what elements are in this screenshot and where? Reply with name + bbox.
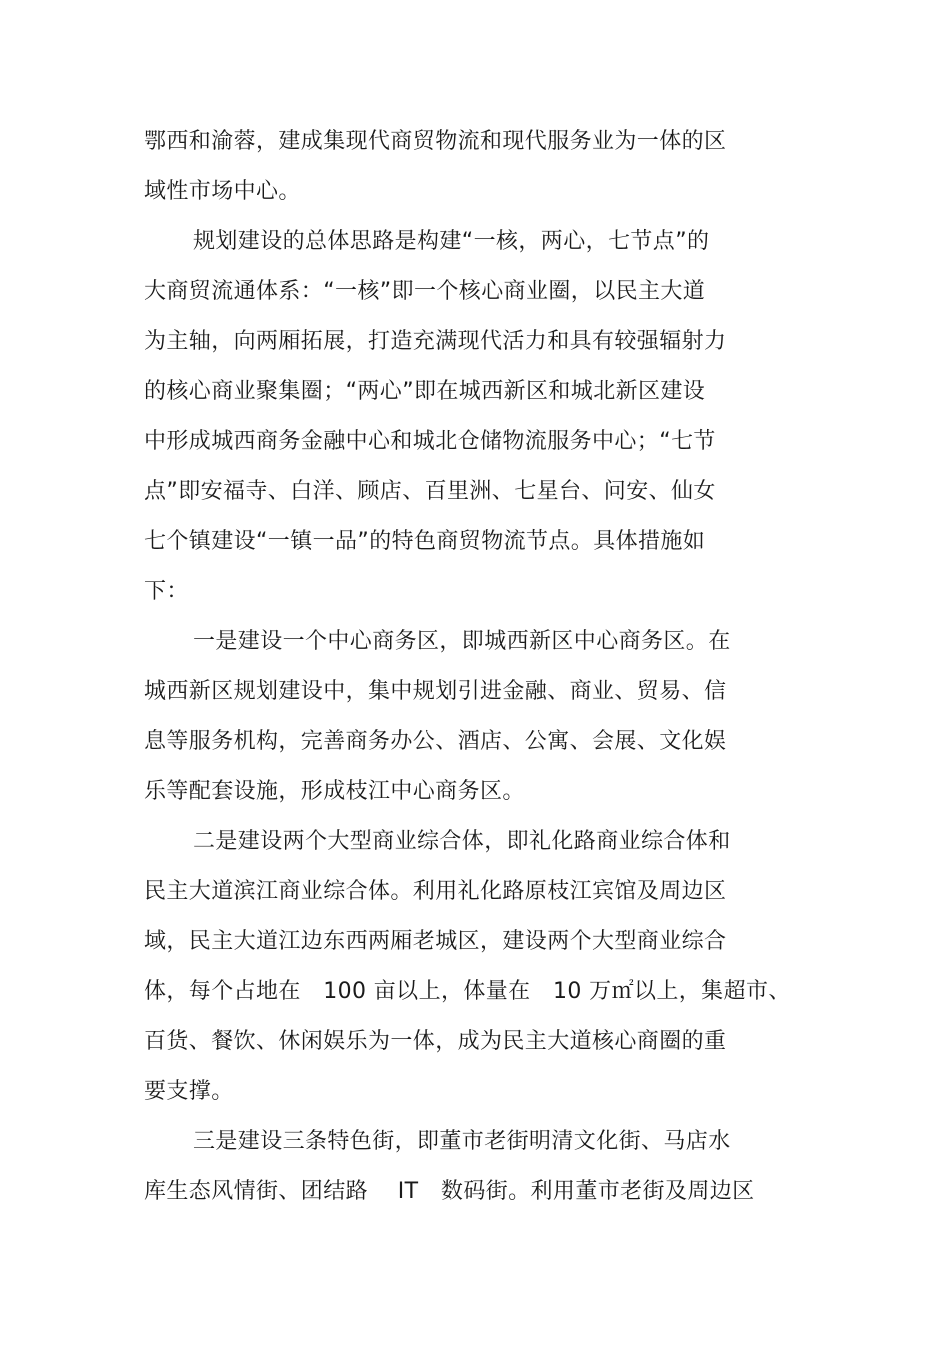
text-line: 为主轴，向两厢拓展，打造充满现代活力和具有较强辐射力: [144, 329, 727, 354]
text-line: 七个镇建设“一镇一品”的特色商贸物流节点。具体措施如: [144, 529, 706, 554]
text-line: 民主大道滨江商业综合体。利用礼化路原枝江宾馆及周边区: [144, 879, 727, 904]
text-line: 乐等配套设施，形成枝江中心商务区。: [144, 779, 525, 804]
text-line: 大商贸流通体系：“一核”即一个核心商业圈，以民主大道: [144, 279, 706, 304]
paragraph-first-line: 二是建设两个大型商业综合体，即礼化路商业综合体和: [193, 829, 731, 854]
text-line: 下：: [144, 579, 189, 604]
text-line: 点”即安福寺、白洋、顾店、百里洲、七星台、问安、仙女: [144, 479, 716, 504]
text-line: 城西新区规划建设中，集中规划引进金融、商业、贸易、信: [144, 679, 727, 704]
text-line: 的核心商业聚集圈；“两心”即在城西新区和城北新区建设: [144, 379, 706, 404]
text-line: 中形成城西商务金融中心和城北仓储物流服务中心；“七节: [144, 429, 716, 454]
paragraph-first-line: 规划建设的总体思路是构建“一核，两心，七节点”的: [193, 229, 710, 254]
text-line: 鄂西和渝蓉，建成集现代商贸物流和现代服务业为一体的区: [144, 129, 727, 154]
text-line: 体，每个占地在 100 亩以上，体量在 10 万㎡以上，集超市、: [144, 979, 791, 1004]
text-line: 息等服务机构，完善商务办公、酒店、公寓、会展、文化娱: [144, 729, 727, 754]
text-line: 要支撑。: [144, 1079, 234, 1104]
paragraph-first-line: 三是建设三条特色街，即董市老街明清文化街、马店水: [193, 1129, 731, 1154]
text-line: 库生态风情街、团结路 IT 数码街。利用董市老街及周边区: [144, 1179, 755, 1204]
paragraph-first-line: 一是建设一个中心商务区，即城西新区中心商务区。在: [193, 629, 731, 654]
text-line: 域，民主大道江边东西两厢老城区，建设两个大型商业综合: [144, 929, 727, 954]
text-line: 域性市场中心。: [144, 179, 301, 204]
text-line: 百货、餐饮、休闲娱乐为一体，成为民主大道核心商圈的重: [144, 1029, 727, 1054]
